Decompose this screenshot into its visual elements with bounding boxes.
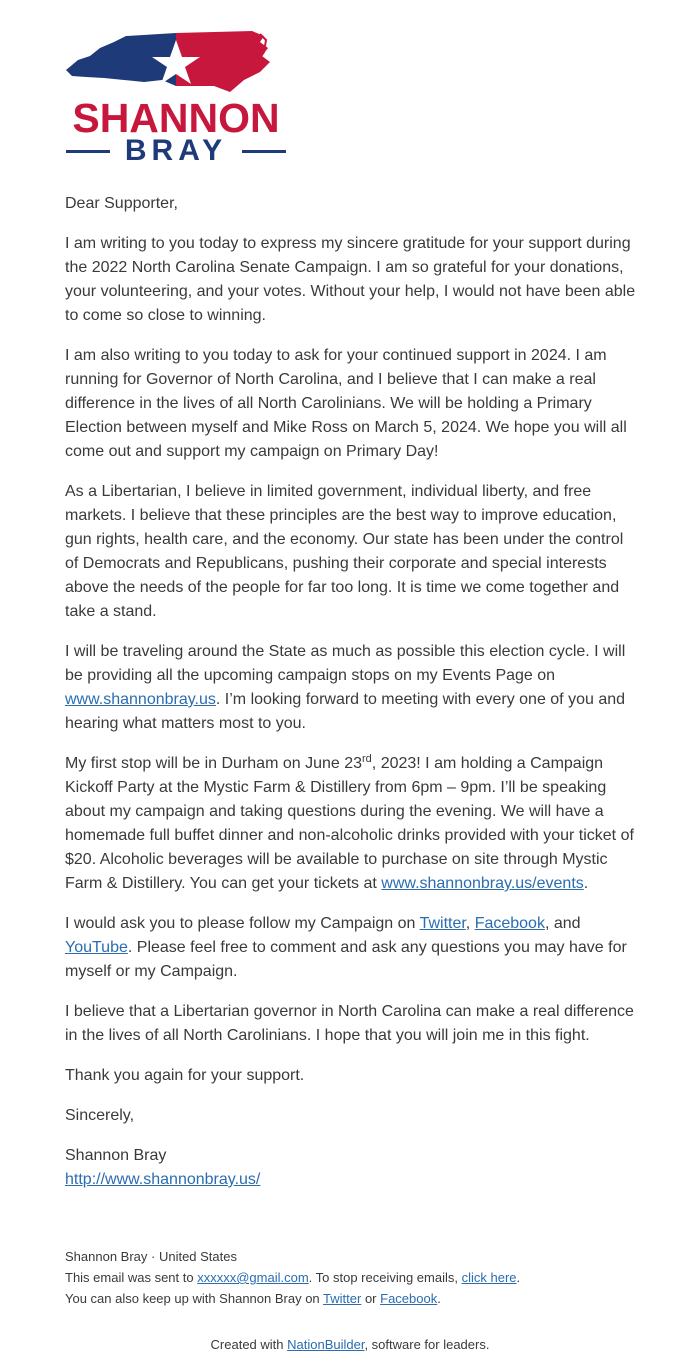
paragraph-events — [65, 640, 640, 736]
social-text-before: I would ask you to please follow my Campaign on — [65, 915, 420, 932]
signature-name: Shannon Bray — [65, 1147, 167, 1164]
nationbuilder-link[interactable]: NationBuilder — [287, 1337, 365, 1352]
footer-facebook-link[interactable]: Facebook — [380, 1291, 438, 1306]
footer-end: . — [437, 1291, 441, 1306]
paragraph-thanks: Thank you again for your support. — [65, 1067, 305, 1084]
north-carolina-map-icon — [64, 30, 288, 100]
footer-sent-to: This email was sent to — [65, 1270, 198, 1285]
events-page-link[interactable]: www.shannonbray.us — [65, 691, 216, 708]
signature-website-link[interactable]: http://www.shannonbray.us/ — [65, 1171, 261, 1188]
paragraph-gratitude: I am writing to you today to express my sincere gratitude for your support during the 2022 North Carolina Senate Campaign. I am so grateful for your donations, your volunteering, and your votes. Without your help, I would not have been able to come so close to winning. — [65, 235, 636, 324]
paragraph-social — [65, 912, 640, 984]
paragraph-libertarian: As a Libertarian, I believe in limited government, individual liberty, and free markets. I believe that these principles are the best way to improve education, gun rights, health care, and the economy. Our state has been under the control of Democrats and Republicans, pushing their corporate and special interests above the needs of the people for far too long. It is time we come together and take a stand. — [65, 483, 624, 620]
paragraph-first-stop — [65, 752, 640, 896]
credit-after: , software for leaders. — [364, 1337, 490, 1352]
paragraph-difference: I believe that a Libertarian governor in North Carolina can make a real difference in the lives of all North Carolinians. I hope that you will join me in this fight. — [65, 1003, 634, 1044]
events-text-before: I will be traveling around the State as much as possible this election cycle. I will be providing all the upcoming campaign stops on my Events Page on — [65, 643, 626, 684]
first-stop-text-after: . — [583, 875, 589, 892]
email-footer — [65, 1246, 640, 1309]
footer-keep-up: You can also keep up with Shannon Bray on — [65, 1291, 324, 1306]
tickets-link[interactable]: www.shannonbray.us/events — [381, 875, 584, 892]
closing: Sincerely, — [65, 1107, 135, 1124]
footer-period: . — [516, 1270, 521, 1285]
logo-surname-text: BRAY — [124, 134, 228, 167]
footer-recipient-line — [65, 1267, 640, 1288]
footer-address: Shannon Bray · United States — [65, 1249, 237, 1264]
events-text-after: . I’m looking forward to meeting with every one of you and hearing what matters most to you. — [65, 691, 626, 732]
footer-social-line — [65, 1288, 640, 1309]
facebook-link[interactable]: Facebook — [474, 915, 545, 932]
credit-before: Created with — [210, 1337, 288, 1352]
salutation: Dear Supporter, — [65, 195, 178, 212]
logo-surname-row — [64, 136, 288, 166]
paragraph-governor-run: I am also writing to you today to ask for your continued support in 2024. I am running for Governor of North Carolina, and I believe that I can make a real difference in the lives of all North Carolinians. We will be holding a Primary Election between myself and Mike Ross on March 5, 2024. We hope you will all come out and support my campaign on Primary Day! — [65, 347, 627, 460]
logo-name-text: SHANNON — [72, 95, 280, 141]
footer-or: or — [361, 1291, 381, 1306]
social-sep-1: , — [465, 915, 475, 932]
youtube-link[interactable]: YouTube — [65, 939, 128, 956]
social-text-after: . Please feel free to comment and ask any questions you may have for myself or my Campaign. — [65, 939, 627, 980]
nationbuilder-credit — [0, 1335, 700, 1355]
ordinal-suffix: rd — [362, 753, 372, 765]
social-sep-2: , and — [544, 915, 581, 932]
logo-rule-right — [242, 150, 286, 153]
first-stop-text-middle: , 2023! I am holding a Campaign Kickoff Party at the Mystic Farm & Distillery from 6pm – 9pm. I’ll be speaking about my campaign and taking questions during the evening. We will have a homemade full buffet dinner and non-alcoholic drinks provided with your ticket of $20. Alcoholic beverages will be available to purchase on site through Mystic Farm & Distillery. You can get your tickets at — [65, 755, 634, 892]
footer-stop-text: . To stop receiving emails, — [308, 1270, 462, 1285]
footer-twitter-link[interactable]: Twitter — [323, 1291, 362, 1306]
first-stop-text-before: My first stop will be in Durham on June 23 — [65, 755, 363, 772]
campaign-logo — [64, 30, 288, 165]
unsubscribe-link[interactable]: click here — [461, 1270, 517, 1285]
letter-body — [65, 192, 640, 1208]
twitter-link[interactable]: Twitter — [419, 915, 466, 932]
recipient-email-link[interactable]: xxxxxx@gmail.com — [197, 1270, 309, 1285]
signature — [65, 1144, 640, 1192]
